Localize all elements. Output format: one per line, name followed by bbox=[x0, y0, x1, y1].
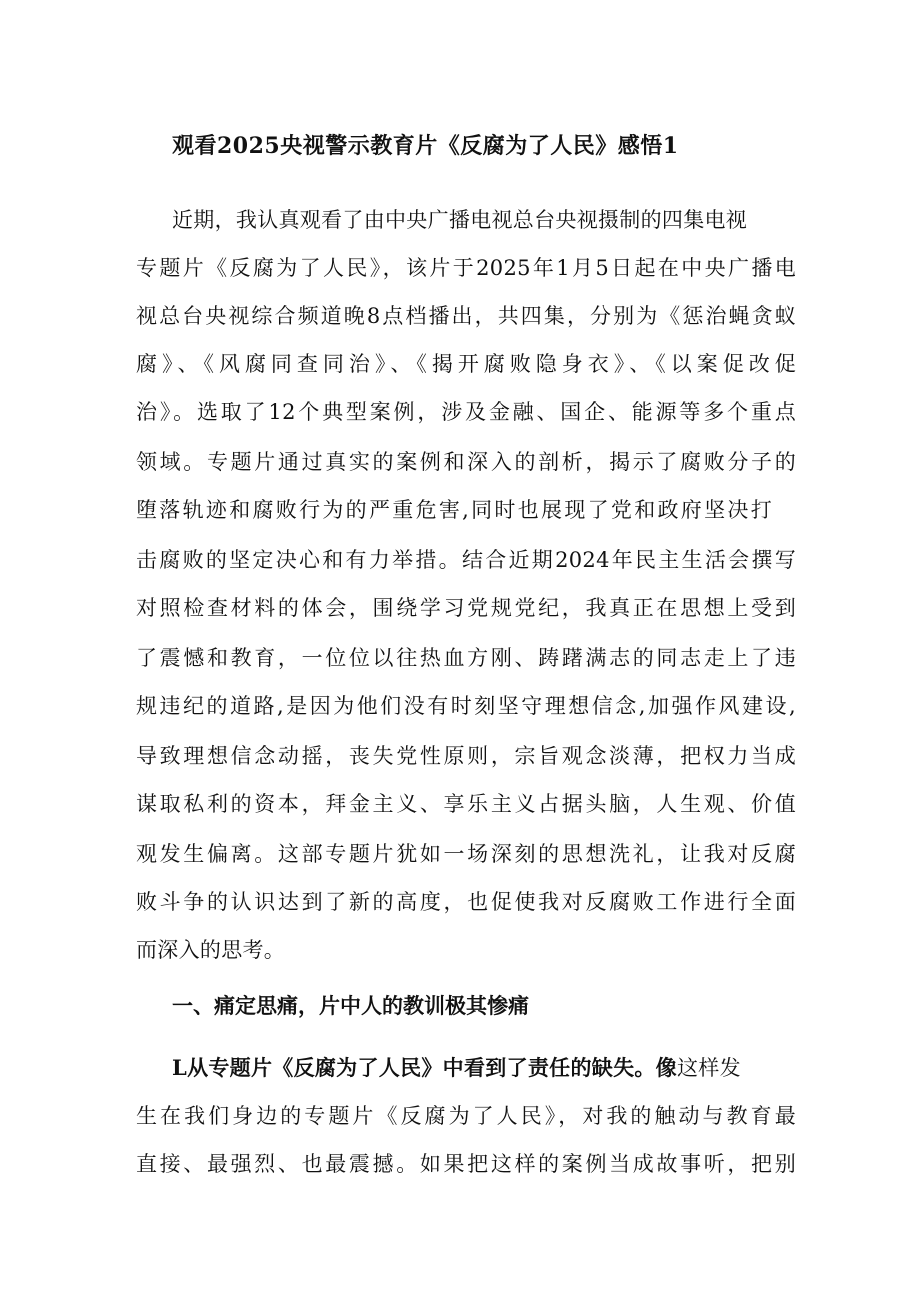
paragraph2-line: 直接、最强烈、也最震撼。如果把这样的案例当成故事听，把别 bbox=[136, 1152, 796, 1176]
section-heading: 一、痛定思痛，片中人的教训极其惨痛 bbox=[172, 993, 529, 1018]
paragraph1-line: 了震憾和教育，一位位以往热血方刚、踌躇满志的同志走上了违 bbox=[136, 646, 796, 670]
paragraph1-line: 观发生偏离。这部专题片犹如一场深刻的思想洗礼，让我对反腐 bbox=[136, 842, 796, 866]
paragraph1-line: 治》。选取了12个典型案例，涉及金融、国企、能源等多个重点 bbox=[136, 400, 796, 424]
paragraph1-line: 堕落轨迹和腐败行为的严重危害,同时也展现了党和政府坚决打 bbox=[136, 498, 772, 522]
paragraph1-line: 视总台央视综合频道晚8点档播出，共四集，分别为《惩治蝇贪蚁 bbox=[136, 304, 796, 328]
document-title: 观看2025央视警示教育片《反腐为了人民》感悟1 bbox=[172, 133, 679, 159]
paragraph1-line: 对照检查材料的体会，围绕学习党规党纪，我真正在思想上受到 bbox=[136, 596, 796, 620]
paragraph2-bold-run: L从专题片《反腐为了人民》中看到了责任的缺失。像 bbox=[172, 1055, 677, 1080]
paragraph1-line: 谋取私利的资本，拜金主义、享乐主义占据头脑，人生观、价值 bbox=[136, 792, 796, 816]
paragraph2-line: 生在我们身边的专题片《反腐为了人民》，对我的触动与教育最 bbox=[136, 1104, 796, 1128]
paragraph1-line: 腐》、《风腐同查同治》、《揭开腐败隐身衣》、《以案促改促 bbox=[136, 352, 796, 376]
paragraph1-line: 而深入的思考。 bbox=[136, 938, 286, 962]
paragraph1-line: 规违纪的道路,是因为他们没有时刻坚守理想信念,加强作风建设, bbox=[136, 694, 796, 718]
paragraph1-line: 败斗争的认识达到了新的高度，也促使我对反腐败工作进行全面 bbox=[136, 890, 796, 914]
paragraph1-line: 导致理想信念动摇，丧失党性原则，宗旨观念淡薄，把权力当成 bbox=[136, 744, 796, 768]
paragraph1-line: 领域。专题片通过真实的案例和深入的剖析，揭示了腐败分子的 bbox=[136, 450, 796, 474]
paragraph2-line bbox=[172, 1050, 796, 1086]
paragraph1-line: 击腐败的坚定决心和有力举措。结合近期2024年民主生活会撰写 bbox=[136, 548, 796, 572]
paragraph1-line: 专题片《反腐为了人民》，该片于2025年1月5日起在中央广播电 bbox=[136, 256, 796, 280]
paragraph1-line: 近期，我认真观看了由中央广播电视总台央视摄制的四集电视 bbox=[172, 208, 748, 232]
paragraph2-normal-run: 这样发 bbox=[676, 1056, 741, 1080]
